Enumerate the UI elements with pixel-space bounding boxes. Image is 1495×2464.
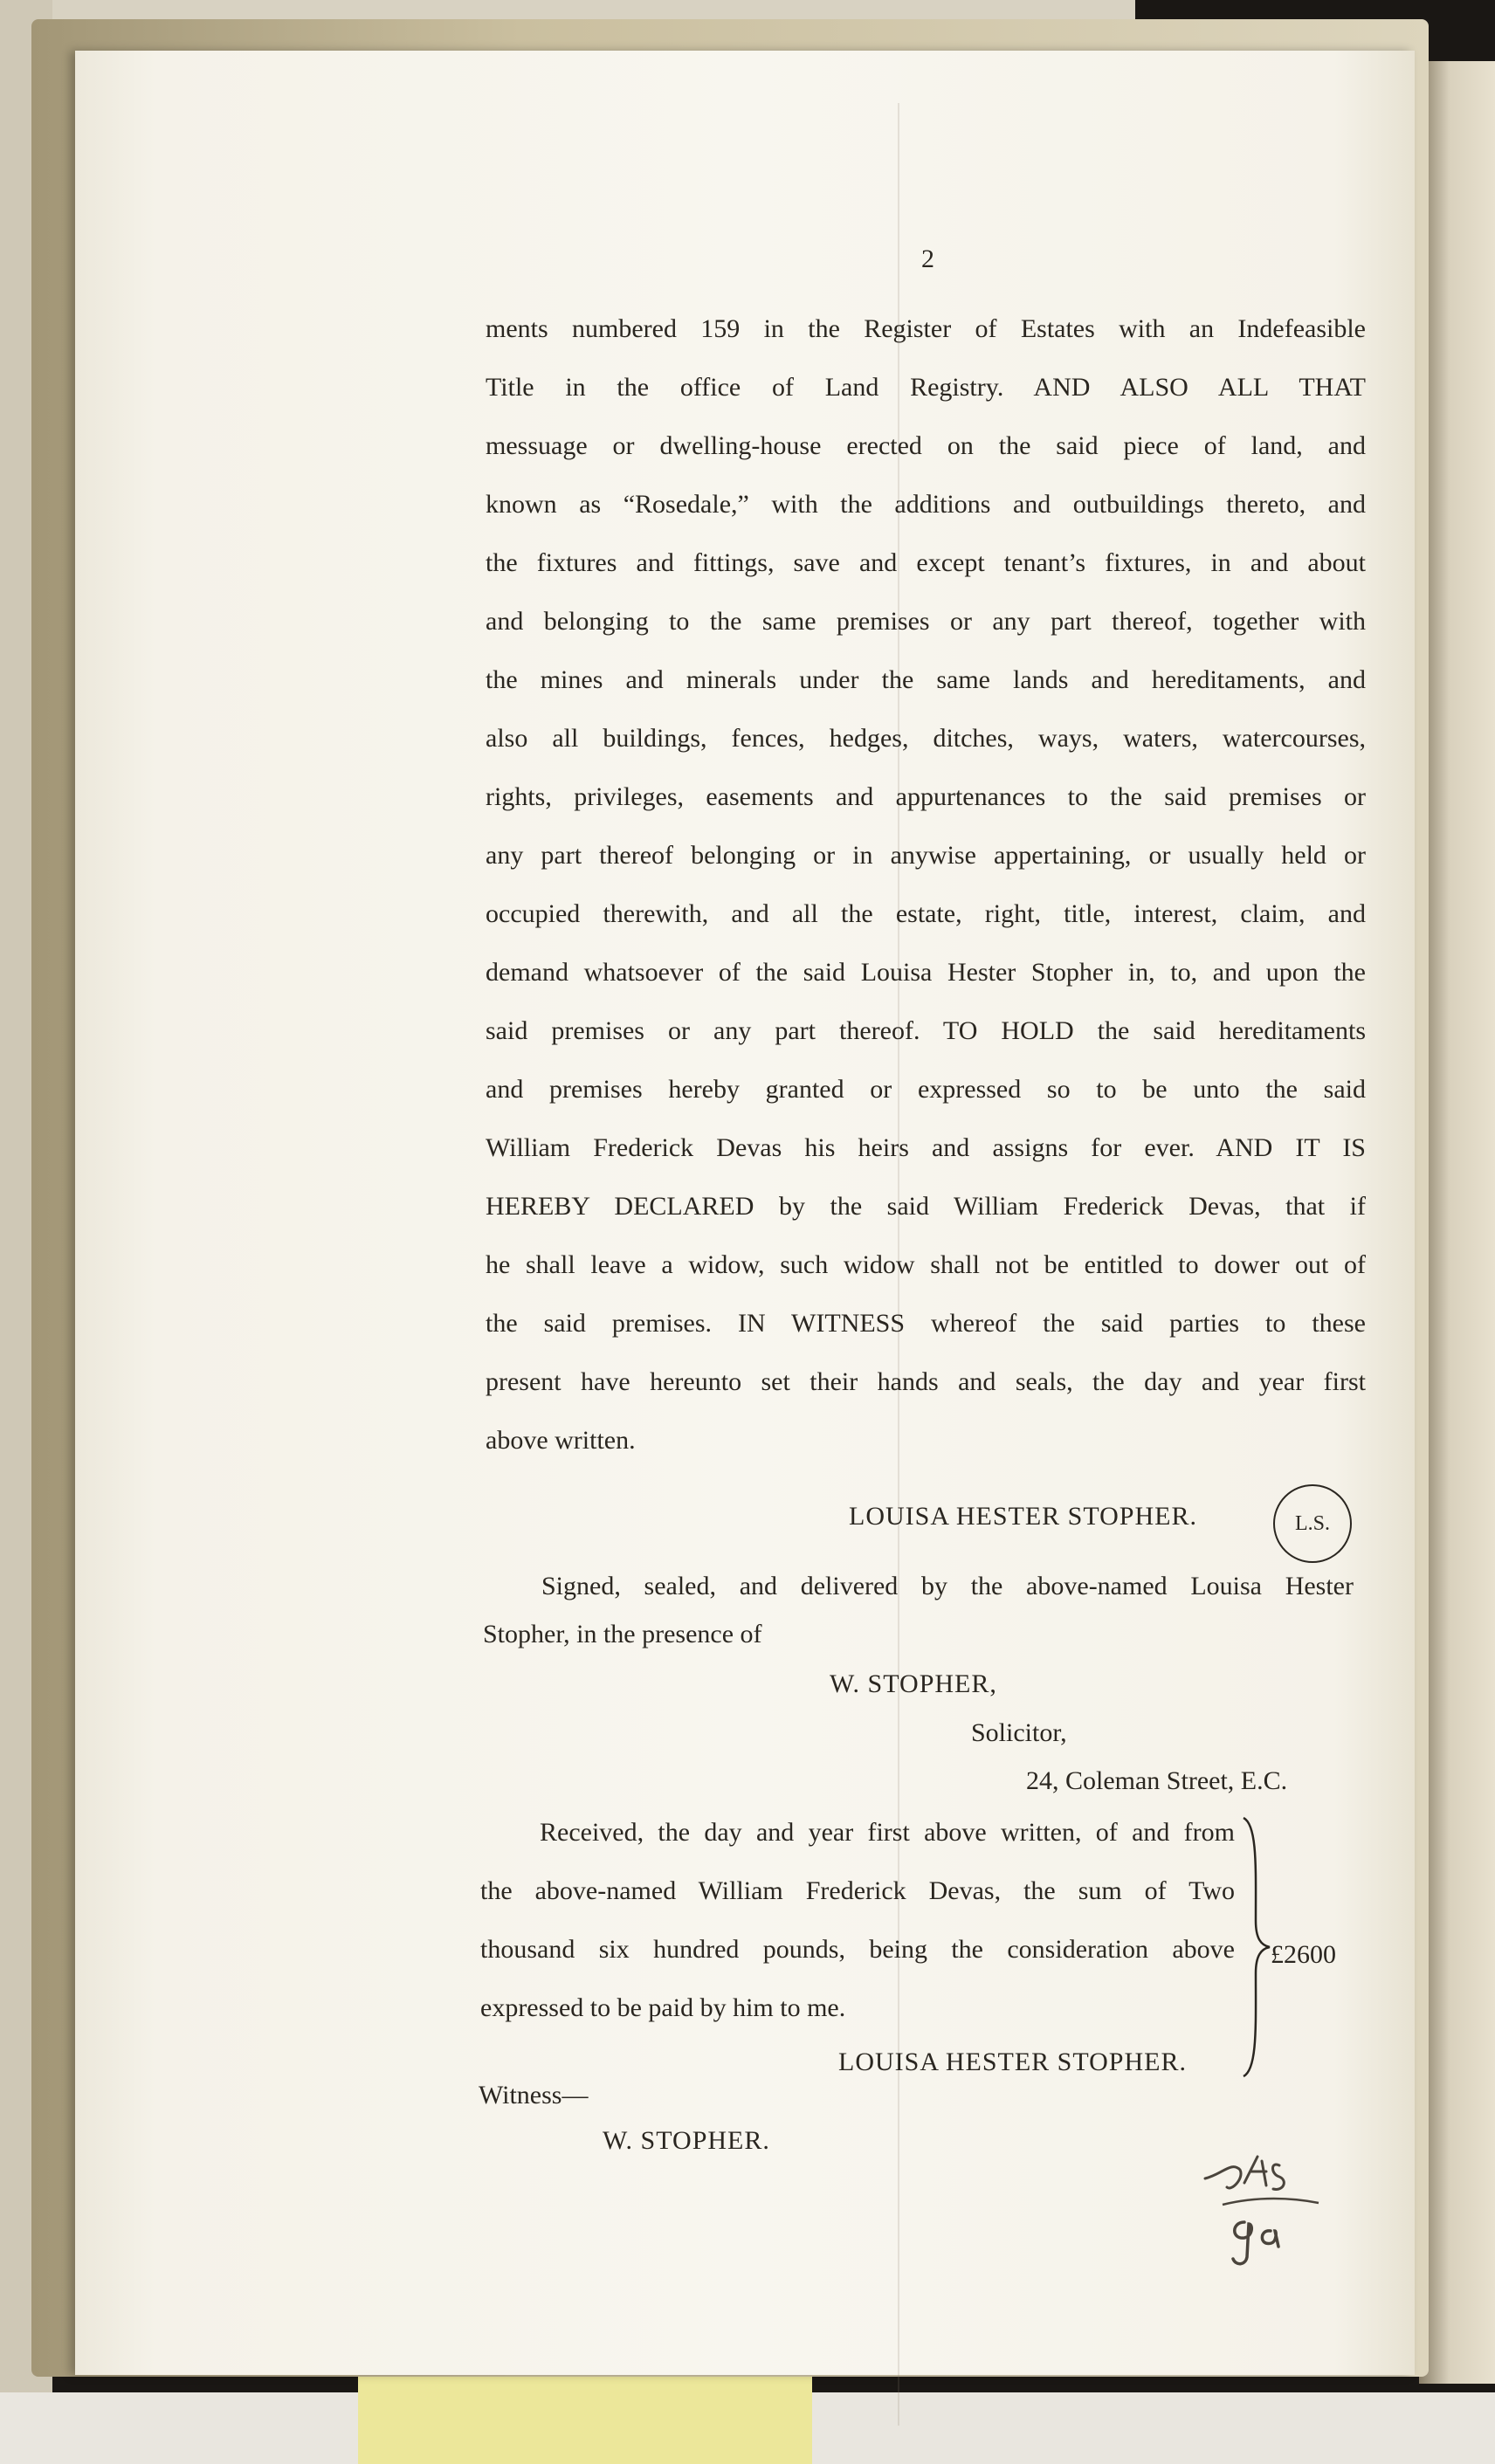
seal-circle: L.S.: [1273, 1484, 1352, 1563]
deed-body-text: [486, 314, 1366, 1467]
body-line: also all buildings, fences, hedges, ditches, ways, waters, watercourses,: [486, 724, 1366, 753]
body-line: any part thereof belonging or in anywise appertaining, or usually held or: [486, 841, 1366, 870]
signature-louisa-receipt: LOUISA HESTER STOPHER.: [838, 2048, 1187, 2076]
body-line: HEREBY DECLARED by the said William Frederick Devas, that if: [486, 1192, 1366, 1221]
yellow-sticky-note: [358, 2377, 812, 2464]
body-line: he shall leave a widow, such widow shall not be entitled to dower out of: [486, 1250, 1366, 1279]
receipt-amount: £2600: [1271, 1940, 1336, 1969]
body-line: ments numbered 159 in the Register of Estates with an Indefeasible: [486, 314, 1366, 343]
receipt-line: expressed to be paid by him to me.: [480, 1993, 846, 2022]
body-line: the mines and minerals under the same lands and hereditaments, and: [486, 665, 1366, 694]
witness-label: Witness—: [479, 2081, 589, 2110]
body-line: and belonging to the same premises or any part thereof, together with: [486, 607, 1366, 636]
body-line: the fixtures and fittings, save and except tenant’s fixtures, in and about: [486, 548, 1366, 577]
page-number: 2: [921, 244, 934, 273]
body-line: said premises or any part thereof. TO HOLD the said hereditaments: [486, 1016, 1366, 1045]
receipt-brace: [1238, 1816, 1273, 2078]
signature-louisa: LOUISA HESTER STOPHER.: [849, 1502, 1197, 1531]
witness-address: 24, Coleman Street, E.C.: [1026, 1766, 1288, 1795]
receipt-line: the above-named William Frederick Devas, the sum of Two: [480, 1876, 1235, 1905]
adjacent-book-edge: [1419, 61, 1495, 2384]
body-line: the said premises. IN WITNESS whereof the said parties to these: [486, 1309, 1366, 1338]
body-line: demand whatsoever of the said Louisa Hester Stopher in, to, and upon the: [486, 958, 1366, 987]
body-line: Title in the office of Land Registry. AND ALSO ALL THAT: [486, 373, 1366, 402]
body-line: occupied therewith, and all the estate, right, title, interest, claim, and: [486, 899, 1366, 928]
witness-name: W. STOPHER,: [830, 1669, 997, 1698]
attestation-line: Stopher, in the presence of: [483, 1620, 762, 1648]
receipt-line: thousand six hundred pounds, being the consideration above: [480, 1935, 1235, 1964]
witness-stopher: W. STOPHER.: [603, 2126, 770, 2155]
body-line: messuage or dwelling-house erected on the said piece of land, and: [486, 431, 1366, 460]
body-line: and premises hereby granted or expressed so to be unto the said: [486, 1075, 1366, 1104]
attestation-line: Signed, sealed, and delivered by the above-named Louisa Hester: [541, 1572, 1354, 1600]
body-line: William Frederick Devas his heirs and assigns for ever. AND IT IS: [486, 1133, 1366, 1162]
witness-title: Solicitor,: [971, 1718, 1067, 1747]
body-line: present have hereunto set their hands and seals, the day and year first: [486, 1367, 1366, 1396]
receipt-line: Received, the day and year first above written, of and from: [540, 1818, 1235, 1847]
body-line: above written.: [486, 1426, 636, 1455]
body-line: rights, privileges, easements and appurtenances to the said premises or: [486, 782, 1366, 811]
body-line: known as “Rosedale,” with the additions and outbuildings thereto, and: [486, 490, 1366, 519]
pencil-annotation: [1196, 2144, 1371, 2275]
